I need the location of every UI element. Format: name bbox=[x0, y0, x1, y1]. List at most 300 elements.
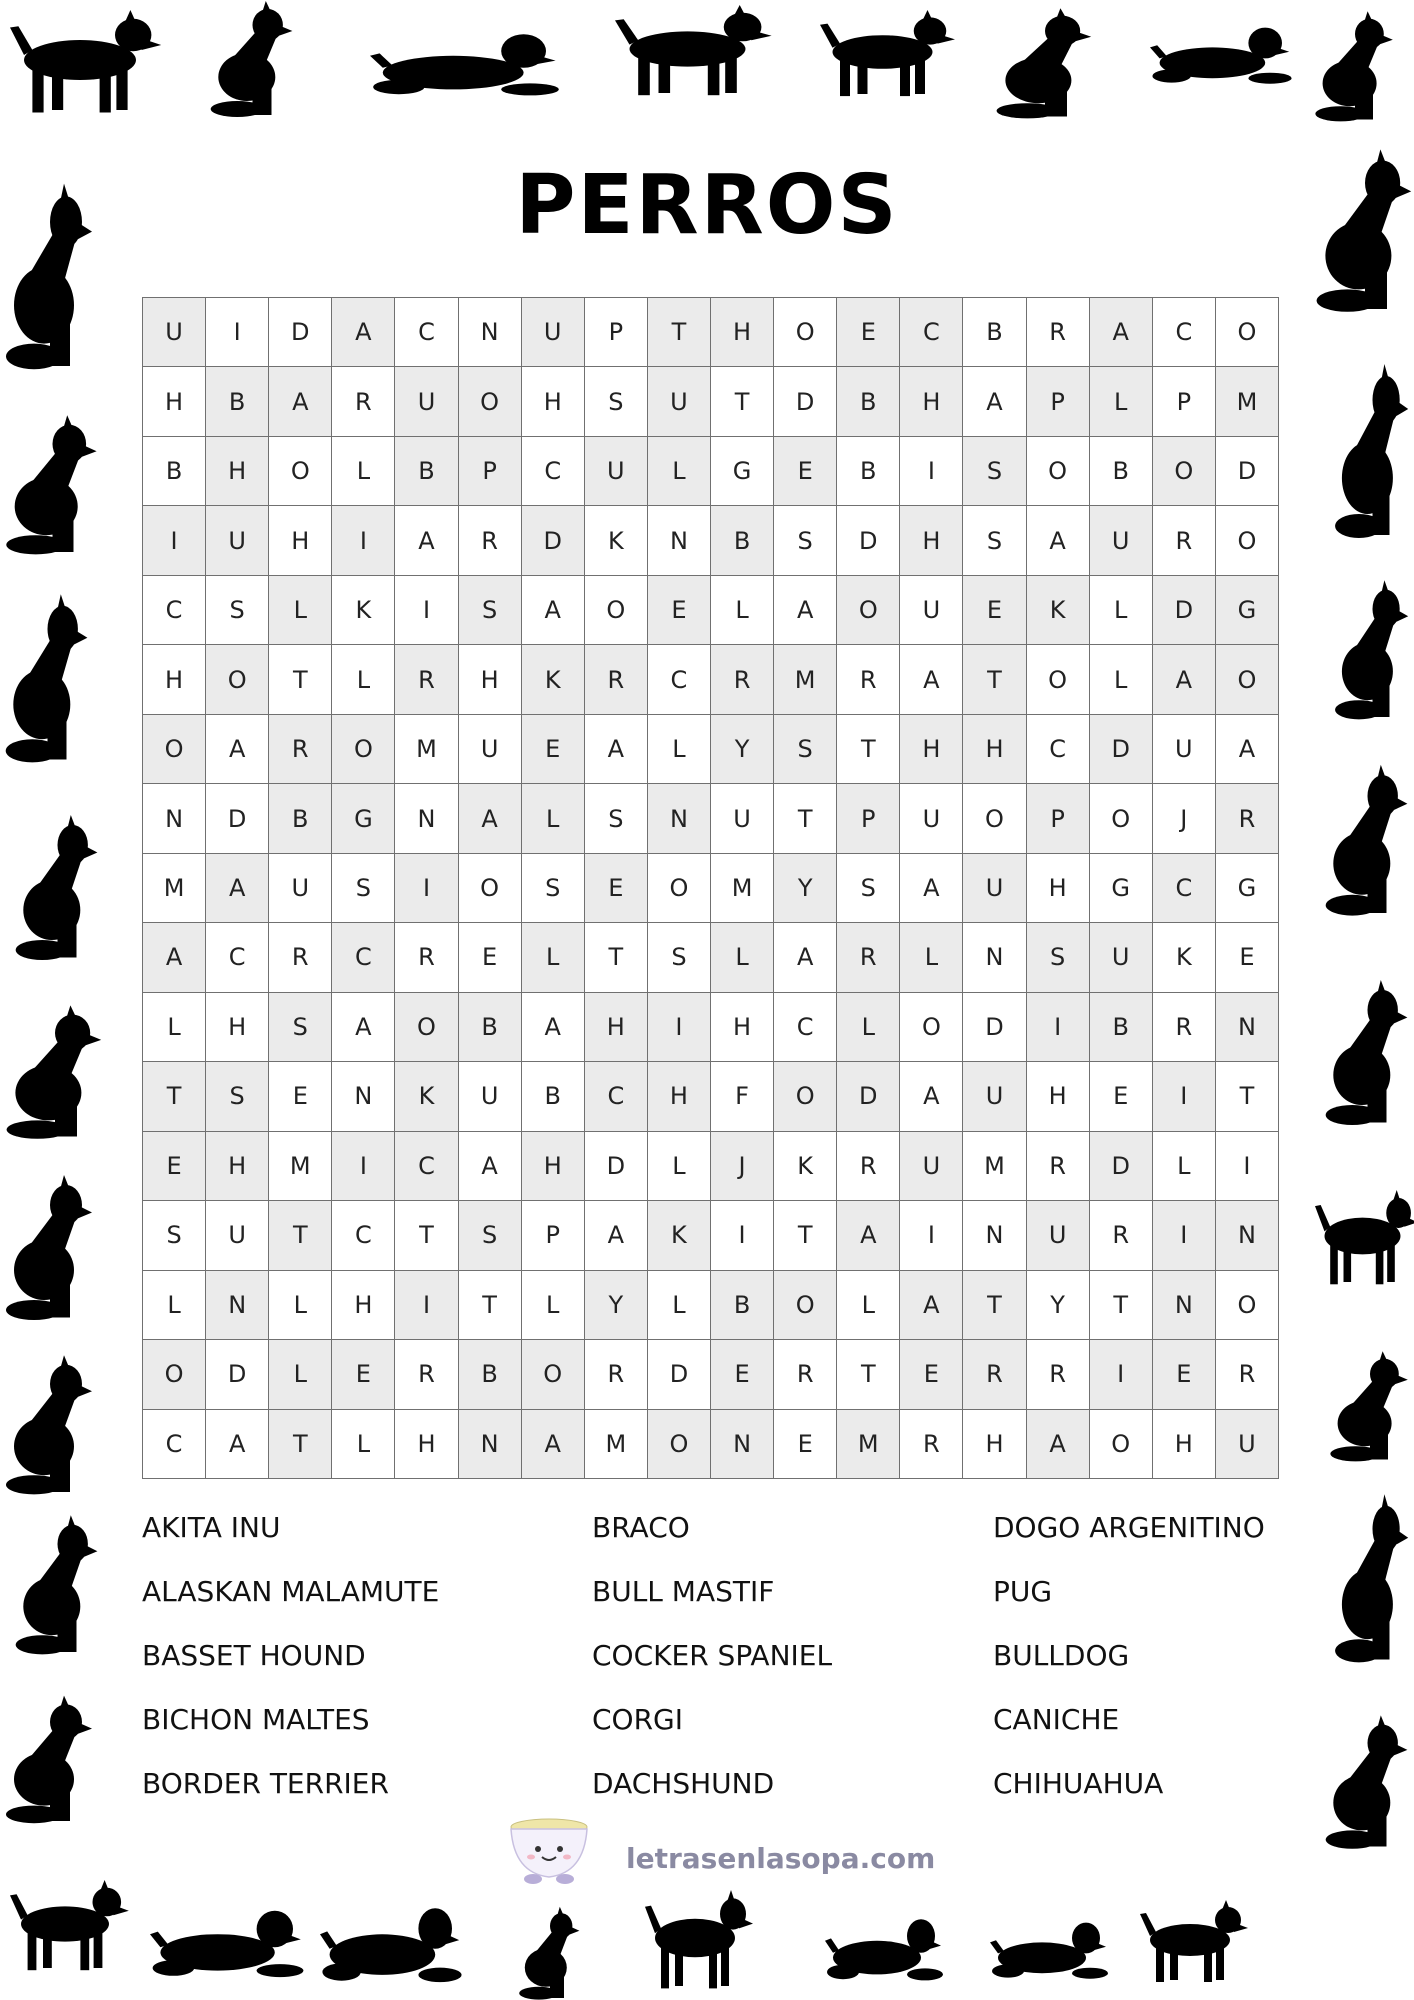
grid-cell[interactable]: H bbox=[648, 1062, 711, 1131]
grid-cell[interactable]: N bbox=[711, 1410, 774, 1479]
grid-cell[interactable]: U bbox=[900, 1132, 963, 1201]
grid-cell[interactable]: D bbox=[206, 784, 269, 853]
grid-cell[interactable]: T bbox=[774, 784, 837, 853]
grid-cell[interactable]: A bbox=[1153, 645, 1216, 714]
grid-cell[interactable]: Y bbox=[585, 1271, 648, 1340]
grid-cell[interactable]: P bbox=[522, 1201, 585, 1270]
grid-cell[interactable]: E bbox=[774, 437, 837, 506]
grid-cell[interactable]: K bbox=[395, 1062, 458, 1131]
grid-cell[interactable]: T bbox=[648, 298, 711, 367]
grid-cell[interactable]: A bbox=[900, 645, 963, 714]
grid-cell[interactable]: L bbox=[269, 576, 332, 645]
grid-cell[interactable]: L bbox=[522, 1271, 585, 1340]
grid-cell[interactable]: O bbox=[1216, 298, 1279, 367]
grid-cell[interactable]: R bbox=[269, 715, 332, 784]
grid-cell[interactable]: D bbox=[1153, 576, 1216, 645]
grid-cell[interactable]: A bbox=[522, 576, 585, 645]
grid-cell[interactable]: C bbox=[774, 993, 837, 1062]
grid-cell[interactable]: M bbox=[963, 1132, 1026, 1201]
grid-cell[interactable]: U bbox=[585, 437, 648, 506]
grid-cell[interactable]: A bbox=[1216, 715, 1279, 784]
grid-cell[interactable]: S bbox=[585, 784, 648, 853]
grid-cell[interactable]: M bbox=[395, 715, 458, 784]
grid-cell[interactable]: E bbox=[585, 854, 648, 923]
grid-cell[interactable]: A bbox=[143, 923, 206, 992]
grid-cell[interactable]: L bbox=[648, 715, 711, 784]
grid-cell[interactable]: S bbox=[459, 576, 522, 645]
grid-cell[interactable]: R bbox=[837, 1132, 900, 1201]
word-search-grid[interactable] bbox=[142, 297, 1279, 1479]
grid-cell[interactable]: I bbox=[1090, 1340, 1153, 1409]
grid-cell[interactable]: R bbox=[1216, 1340, 1279, 1409]
grid-cell[interactable]: H bbox=[522, 1132, 585, 1201]
grid-cell[interactable]: J bbox=[711, 1132, 774, 1201]
grid-cell[interactable]: P bbox=[585, 298, 648, 367]
grid-cell[interactable]: B bbox=[395, 437, 458, 506]
grid-cell[interactable]: B bbox=[143, 437, 206, 506]
grid-cell[interactable]: K bbox=[1027, 576, 1090, 645]
grid-cell[interactable]: U bbox=[395, 367, 458, 436]
grid-cell[interactable]: T bbox=[269, 1410, 332, 1479]
grid-cell[interactable]: M bbox=[711, 854, 774, 923]
grid-cell[interactable]: S bbox=[648, 923, 711, 992]
website-link[interactable]: letrasenlasopa.com bbox=[626, 1842, 936, 1875]
grid-cell[interactable]: E bbox=[143, 1132, 206, 1201]
grid-cell[interactable]: H bbox=[1153, 1410, 1216, 1479]
grid-cell[interactable]: H bbox=[206, 993, 269, 1062]
grid-cell[interactable]: N bbox=[1216, 993, 1279, 1062]
grid-cell[interactable]: I bbox=[143, 506, 206, 575]
grid-cell[interactable]: K bbox=[1153, 923, 1216, 992]
grid-cell[interactable]: O bbox=[206, 645, 269, 714]
grid-cell[interactable]: T bbox=[143, 1062, 206, 1131]
grid-cell[interactable]: O bbox=[963, 784, 1026, 853]
grid-cell[interactable]: A bbox=[332, 298, 395, 367]
grid-cell[interactable]: U bbox=[900, 784, 963, 853]
grid-cell[interactable]: U bbox=[1090, 506, 1153, 575]
grid-cell[interactable]: U bbox=[1090, 923, 1153, 992]
grid-cell[interactable]: U bbox=[963, 854, 1026, 923]
grid-cell[interactable]: L bbox=[837, 993, 900, 1062]
grid-cell[interactable]: O bbox=[1216, 1271, 1279, 1340]
grid-cell[interactable]: C bbox=[143, 1410, 206, 1479]
grid-cell[interactable]: E bbox=[269, 1062, 332, 1131]
grid-cell[interactable]: O bbox=[143, 715, 206, 784]
grid-cell[interactable]: P bbox=[459, 437, 522, 506]
grid-cell[interactable]: G bbox=[1216, 576, 1279, 645]
grid-cell[interactable]: O bbox=[1153, 437, 1216, 506]
grid-cell[interactable]: R bbox=[837, 645, 900, 714]
grid-cell[interactable]: N bbox=[648, 784, 711, 853]
grid-cell[interactable]: K bbox=[522, 645, 585, 714]
grid-cell[interactable]: O bbox=[774, 1062, 837, 1131]
grid-cell[interactable]: O bbox=[1090, 1410, 1153, 1479]
grid-cell[interactable]: R bbox=[585, 645, 648, 714]
grid-cell[interactable]: D bbox=[522, 506, 585, 575]
grid-cell[interactable]: A bbox=[522, 993, 585, 1062]
grid-cell[interactable]: A bbox=[963, 367, 1026, 436]
grid-cell[interactable]: E bbox=[522, 715, 585, 784]
grid-cell[interactable]: L bbox=[522, 784, 585, 853]
grid-cell[interactable]: A bbox=[522, 1410, 585, 1479]
grid-cell[interactable]: C bbox=[522, 437, 585, 506]
grid-cell[interactable]: M bbox=[837, 1410, 900, 1479]
grid-cell[interactable]: T bbox=[269, 1201, 332, 1270]
grid-cell[interactable]: S bbox=[963, 506, 1026, 575]
grid-cell[interactable]: D bbox=[837, 506, 900, 575]
grid-cell[interactable]: C bbox=[1027, 715, 1090, 784]
grid-cell[interactable]: L bbox=[143, 1271, 206, 1340]
grid-cell[interactable]: N bbox=[332, 1062, 395, 1131]
grid-cell[interactable]: S bbox=[206, 1062, 269, 1131]
grid-cell[interactable]: I bbox=[711, 1201, 774, 1270]
grid-cell[interactable]: I bbox=[1153, 1201, 1216, 1270]
grid-cell[interactable]: A bbox=[459, 784, 522, 853]
grid-cell[interactable]: M bbox=[269, 1132, 332, 1201]
grid-cell[interactable]: U bbox=[1027, 1201, 1090, 1270]
grid-cell[interactable]: E bbox=[1153, 1340, 1216, 1409]
grid-cell[interactable]: K bbox=[332, 576, 395, 645]
grid-cell[interactable]: E bbox=[774, 1410, 837, 1479]
grid-cell[interactable]: U bbox=[143, 298, 206, 367]
grid-cell[interactable]: O bbox=[585, 576, 648, 645]
grid-cell[interactable]: C bbox=[648, 645, 711, 714]
grid-cell[interactable]: E bbox=[900, 1340, 963, 1409]
grid-cell[interactable]: H bbox=[585, 993, 648, 1062]
grid-cell[interactable]: S bbox=[332, 854, 395, 923]
grid-cell[interactable]: I bbox=[395, 854, 458, 923]
grid-cell[interactable]: A bbox=[900, 854, 963, 923]
grid-cell[interactable]: L bbox=[522, 923, 585, 992]
grid-cell[interactable]: K bbox=[585, 506, 648, 575]
grid-cell[interactable]: N bbox=[206, 1271, 269, 1340]
grid-cell[interactable]: H bbox=[206, 1132, 269, 1201]
grid-cell[interactable]: D bbox=[585, 1132, 648, 1201]
grid-cell[interactable]: L bbox=[269, 1271, 332, 1340]
grid-cell[interactable]: N bbox=[1153, 1271, 1216, 1340]
grid-cell[interactable]: A bbox=[585, 1201, 648, 1270]
grid-cell[interactable]: O bbox=[648, 854, 711, 923]
grid-cell[interactable]: A bbox=[459, 1132, 522, 1201]
grid-cell[interactable]: N bbox=[143, 784, 206, 853]
grid-cell[interactable]: O bbox=[459, 854, 522, 923]
grid-cell[interactable]: A bbox=[900, 1062, 963, 1131]
grid-cell[interactable]: L bbox=[143, 993, 206, 1062]
grid-cell[interactable]: R bbox=[269, 923, 332, 992]
grid-cell[interactable]: R bbox=[1027, 1132, 1090, 1201]
grid-cell[interactable]: D bbox=[648, 1340, 711, 1409]
grid-cell[interactable]: H bbox=[459, 645, 522, 714]
grid-cell[interactable]: B bbox=[269, 784, 332, 853]
grid-cell[interactable]: C bbox=[395, 1132, 458, 1201]
grid-cell[interactable]: I bbox=[206, 298, 269, 367]
grid-cell[interactable]: B bbox=[711, 506, 774, 575]
grid-cell[interactable]: O bbox=[143, 1340, 206, 1409]
grid-cell[interactable]: O bbox=[1090, 784, 1153, 853]
grid-cell[interactable]: A bbox=[206, 1410, 269, 1479]
grid-cell[interactable]: H bbox=[711, 993, 774, 1062]
grid-cell[interactable]: O bbox=[395, 993, 458, 1062]
grid-cell[interactable]: P bbox=[1027, 784, 1090, 853]
grid-cell[interactable]: T bbox=[963, 1271, 1026, 1340]
grid-cell[interactable]: I bbox=[332, 1132, 395, 1201]
grid-cell[interactable]: L bbox=[332, 437, 395, 506]
grid-cell[interactable]: F bbox=[711, 1062, 774, 1131]
grid-cell[interactable]: I bbox=[395, 576, 458, 645]
grid-cell[interactable]: I bbox=[900, 1201, 963, 1270]
grid-cell[interactable]: K bbox=[774, 1132, 837, 1201]
grid-cell[interactable]: S bbox=[269, 993, 332, 1062]
grid-cell[interactable]: G bbox=[1090, 854, 1153, 923]
grid-cell[interactable]: A bbox=[585, 715, 648, 784]
grid-cell[interactable]: A bbox=[269, 367, 332, 436]
grid-cell[interactable]: L bbox=[1090, 367, 1153, 436]
grid-cell[interactable]: S bbox=[1027, 923, 1090, 992]
grid-cell[interactable]: O bbox=[774, 1271, 837, 1340]
grid-cell[interactable]: E bbox=[1216, 923, 1279, 992]
grid-cell[interactable]: I bbox=[1153, 1062, 1216, 1131]
grid-cell[interactable]: R bbox=[332, 367, 395, 436]
grid-cell[interactable]: E bbox=[648, 576, 711, 645]
grid-cell[interactable]: R bbox=[395, 645, 458, 714]
grid-cell[interactable]: H bbox=[900, 367, 963, 436]
grid-cell[interactable]: H bbox=[711, 298, 774, 367]
grid-cell[interactable]: H bbox=[900, 506, 963, 575]
grid-cell[interactable]: E bbox=[1090, 1062, 1153, 1131]
grid-cell[interactable]: O bbox=[459, 367, 522, 436]
grid-cell[interactable]: L bbox=[648, 437, 711, 506]
grid-cell[interactable]: H bbox=[1027, 1062, 1090, 1131]
grid-cell[interactable]: Y bbox=[711, 715, 774, 784]
grid-cell[interactable]: R bbox=[711, 645, 774, 714]
grid-cell[interactable]: H bbox=[143, 645, 206, 714]
grid-cell[interactable]: N bbox=[459, 298, 522, 367]
grid-cell[interactable]: S bbox=[963, 437, 1026, 506]
grid-cell[interactable]: C bbox=[332, 923, 395, 992]
grid-cell[interactable]: U bbox=[459, 1062, 522, 1131]
grid-cell[interactable]: N bbox=[459, 1410, 522, 1479]
grid-cell[interactable]: H bbox=[963, 1410, 1026, 1479]
grid-cell[interactable]: A bbox=[332, 993, 395, 1062]
grid-cell[interactable]: H bbox=[143, 367, 206, 436]
grid-cell[interactable]: L bbox=[648, 1271, 711, 1340]
grid-cell[interactable]: S bbox=[774, 506, 837, 575]
grid-cell[interactable]: E bbox=[837, 298, 900, 367]
grid-cell[interactable]: O bbox=[1216, 645, 1279, 714]
grid-cell[interactable]: T bbox=[711, 367, 774, 436]
grid-cell[interactable]: C bbox=[143, 576, 206, 645]
grid-cell[interactable]: U bbox=[1216, 1410, 1279, 1479]
grid-cell[interactable]: O bbox=[648, 1410, 711, 1479]
grid-cell[interactable]: C bbox=[1153, 854, 1216, 923]
grid-cell[interactable]: O bbox=[837, 576, 900, 645]
grid-cell[interactable]: B bbox=[206, 367, 269, 436]
grid-cell[interactable]: T bbox=[774, 1201, 837, 1270]
grid-cell[interactable]: T bbox=[459, 1271, 522, 1340]
grid-cell[interactable]: A bbox=[1090, 298, 1153, 367]
grid-cell[interactable]: D bbox=[1216, 437, 1279, 506]
grid-cell[interactable]: S bbox=[206, 576, 269, 645]
grid-cell[interactable]: I bbox=[332, 506, 395, 575]
grid-cell[interactable]: R bbox=[837, 923, 900, 992]
grid-cell[interactable]: A bbox=[1027, 1410, 1090, 1479]
grid-cell[interactable]: T bbox=[837, 715, 900, 784]
grid-cell[interactable]: H bbox=[1027, 854, 1090, 923]
grid-cell[interactable]: B bbox=[963, 298, 1026, 367]
grid-cell[interactable]: O bbox=[900, 993, 963, 1062]
grid-cell[interactable]: O bbox=[1027, 437, 1090, 506]
grid-cell[interactable]: D bbox=[963, 993, 1026, 1062]
grid-cell[interactable]: H bbox=[395, 1410, 458, 1479]
grid-cell[interactable]: J bbox=[1153, 784, 1216, 853]
grid-cell[interactable]: L bbox=[332, 645, 395, 714]
grid-cell[interactable]: S bbox=[522, 854, 585, 923]
grid-cell[interactable]: H bbox=[900, 715, 963, 784]
grid-cell[interactable]: R bbox=[1216, 784, 1279, 853]
grid-cell[interactable]: D bbox=[269, 298, 332, 367]
grid-cell[interactable]: U bbox=[648, 367, 711, 436]
grid-cell[interactable]: B bbox=[1090, 993, 1153, 1062]
grid-cell[interactable]: B bbox=[522, 1062, 585, 1131]
grid-cell[interactable]: H bbox=[332, 1271, 395, 1340]
grid-cell[interactable]: S bbox=[585, 367, 648, 436]
grid-cell[interactable]: O bbox=[774, 298, 837, 367]
grid-cell[interactable]: T bbox=[1090, 1271, 1153, 1340]
grid-cell[interactable]: U bbox=[522, 298, 585, 367]
grid-cell[interactable]: C bbox=[900, 298, 963, 367]
grid-cell[interactable]: S bbox=[143, 1201, 206, 1270]
grid-cell[interactable]: E bbox=[711, 1340, 774, 1409]
grid-cell[interactable]: R bbox=[459, 506, 522, 575]
grid-cell[interactable]: O bbox=[269, 437, 332, 506]
grid-cell[interactable]: R bbox=[395, 1340, 458, 1409]
grid-cell[interactable]: B bbox=[1090, 437, 1153, 506]
grid-cell[interactable]: L bbox=[1153, 1132, 1216, 1201]
grid-cell[interactable]: U bbox=[206, 506, 269, 575]
grid-cell[interactable]: Y bbox=[1027, 1271, 1090, 1340]
grid-cell[interactable]: D bbox=[206, 1340, 269, 1409]
grid-cell[interactable]: I bbox=[648, 993, 711, 1062]
grid-cell[interactable]: U bbox=[711, 784, 774, 853]
grid-cell[interactable]: L bbox=[837, 1271, 900, 1340]
grid-cell[interactable]: E bbox=[332, 1340, 395, 1409]
grid-cell[interactable]: I bbox=[395, 1271, 458, 1340]
grid-cell[interactable]: L bbox=[1090, 576, 1153, 645]
grid-cell[interactable]: D bbox=[837, 1062, 900, 1131]
grid-cell[interactable]: L bbox=[269, 1340, 332, 1409]
grid-cell[interactable]: B bbox=[837, 367, 900, 436]
grid-cell[interactable]: H bbox=[269, 506, 332, 575]
grid-cell[interactable]: N bbox=[963, 1201, 1026, 1270]
grid-cell[interactable]: O bbox=[522, 1340, 585, 1409]
grid-cell[interactable]: R bbox=[1090, 1201, 1153, 1270]
grid-cell[interactable]: N bbox=[1216, 1201, 1279, 1270]
grid-cell[interactable]: D bbox=[1090, 1132, 1153, 1201]
grid-cell[interactable]: S bbox=[837, 854, 900, 923]
grid-cell[interactable]: E bbox=[459, 923, 522, 992]
grid-cell[interactable]: O bbox=[332, 715, 395, 784]
grid-cell[interactable]: O bbox=[1027, 645, 1090, 714]
grid-cell[interactable]: A bbox=[206, 715, 269, 784]
grid-cell[interactable]: L bbox=[332, 1410, 395, 1479]
grid-cell[interactable]: U bbox=[963, 1062, 1026, 1131]
grid-cell[interactable]: M bbox=[585, 1410, 648, 1479]
grid-cell[interactable]: A bbox=[774, 923, 837, 992]
grid-cell[interactable]: N bbox=[963, 923, 1026, 992]
grid-cell[interactable]: B bbox=[837, 437, 900, 506]
grid-cell[interactable]: R bbox=[585, 1340, 648, 1409]
grid-cell[interactable]: C bbox=[585, 1062, 648, 1131]
grid-cell[interactable]: U bbox=[269, 854, 332, 923]
grid-cell[interactable]: L bbox=[648, 1132, 711, 1201]
grid-cell[interactable]: L bbox=[900, 923, 963, 992]
grid-cell[interactable]: U bbox=[459, 715, 522, 784]
grid-cell[interactable]: A bbox=[774, 576, 837, 645]
grid-cell[interactable]: M bbox=[1216, 367, 1279, 436]
grid-cell[interactable]: S bbox=[459, 1201, 522, 1270]
grid-cell[interactable]: U bbox=[900, 576, 963, 645]
grid-cell[interactable]: B bbox=[711, 1271, 774, 1340]
grid-cell[interactable]: G bbox=[1216, 854, 1279, 923]
grid-cell[interactable]: H bbox=[963, 715, 1026, 784]
grid-cell[interactable]: D bbox=[1090, 715, 1153, 784]
grid-cell[interactable]: P bbox=[1153, 367, 1216, 436]
grid-cell[interactable]: T bbox=[1216, 1062, 1279, 1131]
grid-cell[interactable]: H bbox=[522, 367, 585, 436]
grid-cell[interactable]: P bbox=[837, 784, 900, 853]
grid-cell[interactable]: R bbox=[1153, 993, 1216, 1062]
grid-cell[interactable]: R bbox=[900, 1410, 963, 1479]
grid-cell[interactable]: T bbox=[837, 1340, 900, 1409]
grid-cell[interactable]: H bbox=[206, 437, 269, 506]
grid-cell[interactable]: I bbox=[1216, 1132, 1279, 1201]
grid-cell[interactable]: E bbox=[963, 576, 1026, 645]
grid-cell[interactable]: R bbox=[963, 1340, 1026, 1409]
grid-cell[interactable]: Y bbox=[774, 854, 837, 923]
grid-cell[interactable]: R bbox=[1153, 506, 1216, 575]
grid-cell[interactable]: C bbox=[395, 298, 458, 367]
grid-cell[interactable]: K bbox=[648, 1201, 711, 1270]
grid-cell[interactable]: S bbox=[774, 715, 837, 784]
grid-cell[interactable]: B bbox=[459, 993, 522, 1062]
grid-cell[interactable]: O bbox=[1216, 506, 1279, 575]
grid-cell[interactable]: C bbox=[332, 1201, 395, 1270]
grid-cell[interactable]: T bbox=[395, 1201, 458, 1270]
grid-cell[interactable]: N bbox=[648, 506, 711, 575]
grid-cell[interactable]: C bbox=[206, 923, 269, 992]
grid-cell[interactable]: L bbox=[1090, 645, 1153, 714]
grid-cell[interactable]: T bbox=[269, 645, 332, 714]
grid-cell[interactable]: B bbox=[459, 1340, 522, 1409]
grid-cell[interactable]: A bbox=[837, 1201, 900, 1270]
grid-cell[interactable]: I bbox=[900, 437, 963, 506]
grid-cell[interactable]: A bbox=[206, 854, 269, 923]
grid-cell[interactable]: R bbox=[395, 923, 458, 992]
grid-cell[interactable]: G bbox=[332, 784, 395, 853]
grid-cell[interactable]: R bbox=[774, 1340, 837, 1409]
grid-cell[interactable]: L bbox=[711, 923, 774, 992]
grid-cell[interactable]: T bbox=[585, 923, 648, 992]
grid-cell[interactable]: G bbox=[711, 437, 774, 506]
grid-cell[interactable]: U bbox=[1153, 715, 1216, 784]
grid-cell[interactable]: I bbox=[1027, 993, 1090, 1062]
grid-cell[interactable]: U bbox=[206, 1201, 269, 1270]
grid-cell[interactable]: M bbox=[774, 645, 837, 714]
grid-cell[interactable]: M bbox=[143, 854, 206, 923]
grid-cell[interactable]: R bbox=[1027, 1340, 1090, 1409]
grid-cell[interactable]: R bbox=[1027, 298, 1090, 367]
grid-cell[interactable]: T bbox=[963, 645, 1026, 714]
